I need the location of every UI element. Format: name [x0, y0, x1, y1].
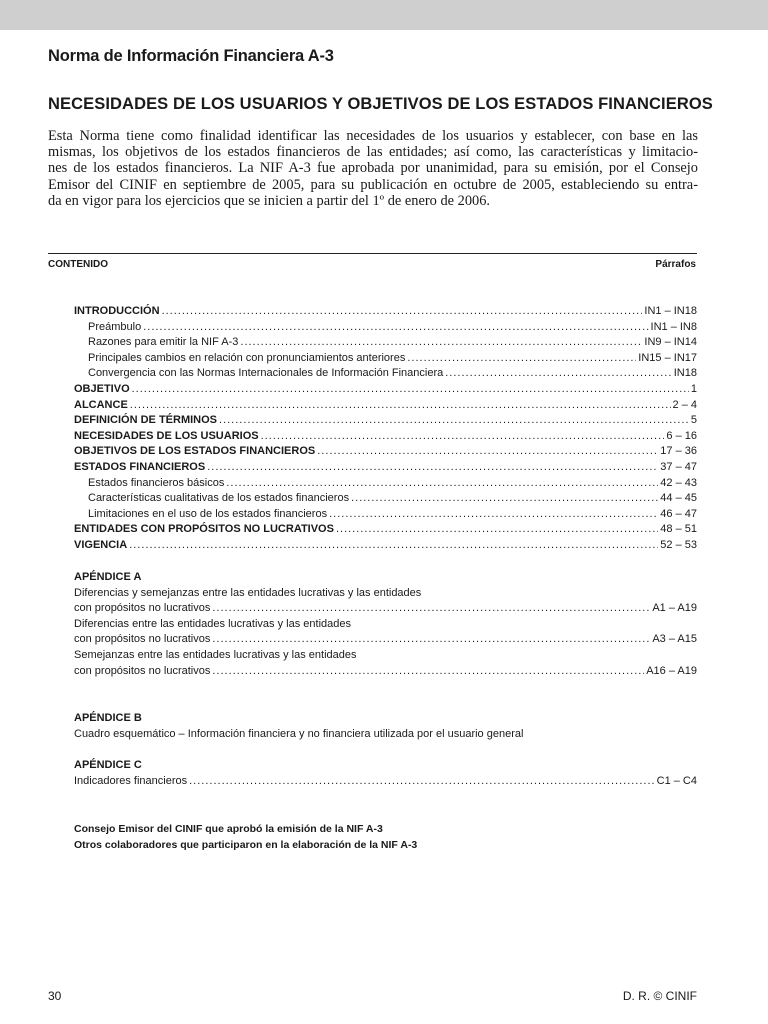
leader-dots — [351, 491, 658, 507]
leader-dots — [445, 366, 672, 382]
entry-label: INTRODUCCIÓN — [74, 305, 160, 317]
entry-reference: 5 — [690, 414, 697, 427]
toc-section-entry[interactable] — [74, 444, 697, 460]
copyright-notice: D. R. © CINIF — [622, 989, 697, 1003]
appendix-a-entry[interactable] — [74, 632, 697, 648]
entry-label: con propósitos no lucrativos — [74, 633, 211, 646]
entry-label: VIGENCIA — [74, 538, 128, 551]
entry-reference: 46 – 47 — [660, 507, 697, 520]
entry-label: Estados financieros básicos — [88, 476, 225, 489]
toc-section-entry[interactable] — [74, 538, 697, 554]
entry-label: con propósitos no lucrativos — [74, 664, 211, 677]
contents-divider — [48, 253, 697, 254]
toc-subsection-entry[interactable] — [74, 366, 697, 382]
appendix-b-title: APÉNDICE B — [74, 712, 142, 724]
intro-line: Esta Norma tiene como finalidad identificar las necesidades de los usuarios y establecer, con base en las — [48, 128, 698, 144]
toc-subsection-entry[interactable] — [74, 507, 697, 523]
toc-section-entry[interactable] — [74, 398, 697, 414]
leader-dots — [129, 538, 658, 554]
entry-label: OBJETIVOS DE LOS ESTADOS FINANCIEROS — [74, 445, 316, 458]
entry-reference: A16 – A19 — [646, 664, 697, 677]
appendix-c-title: APÉNDICE C — [74, 759, 142, 771]
table-of-contents — [74, 304, 697, 554]
closing-note-council[interactable]: Consejo Emisor del CINIF que aprobó la emisión de la NIF A-3 — [74, 823, 383, 835]
intro-line: nes de los estados financieros. La NIF A-3 fue aprobada por unanimidad, para su emisión, por el Consejo — [48, 160, 698, 177]
entry-reference: IN15 – IN17 — [638, 351, 697, 364]
entry-label: OBJETIVO — [74, 382, 130, 395]
entry-reference: 44 – 45 — [660, 492, 697, 505]
appendix-a-item-line: Semejanzas entre las entidades lucrativas y las entidades — [74, 648, 357, 661]
leader-dots — [219, 413, 689, 429]
entry-label: Características cualitativas de los estados financieros — [88, 492, 350, 505]
toc-subsection-entry[interactable] — [74, 491, 697, 507]
toc-section-entry[interactable] — [74, 304, 697, 320]
entry-label: Preámbulo — [88, 320, 142, 333]
intro-paragraph — [48, 128, 698, 209]
leader-dots — [207, 460, 658, 476]
leader-dots — [329, 507, 658, 523]
entry-reference: 42 – 43 — [660, 476, 697, 489]
leader-dots — [212, 601, 650, 617]
appendix-c — [74, 758, 697, 789]
paragraphs-heading: Párrafos — [655, 259, 696, 270]
toc-section-entry[interactable] — [74, 413, 697, 429]
leader-dots — [407, 351, 636, 367]
entry-reference: 17 – 36 — [660, 445, 697, 458]
entry-reference: IN9 – IN14 — [644, 336, 697, 349]
appendix-a — [74, 570, 697, 679]
entry-reference: 2 – 4 — [672, 398, 697, 411]
leader-dots — [240, 335, 642, 351]
entry-reference: A3 – A15 — [652, 633, 697, 646]
leader-dots — [317, 444, 658, 460]
leader-dots — [336, 522, 658, 538]
appendix-a-title: APÉNDICE A — [74, 571, 142, 583]
entry-label: Limitaciones en el uso de los estados financieros — [88, 507, 328, 520]
leader-dots — [212, 664, 644, 680]
closing-note-collaborators[interactable]: Otros colaboradores que participaron en la elaboración de la NIF A-3 — [74, 839, 418, 851]
toc-section-entry[interactable] — [74, 429, 697, 445]
entry-reference: IN1 – IN8 — [650, 320, 697, 333]
intro-line: mismas, los objetivos de los estados financieros de las entidades; así como, las características y limitacio- — [48, 144, 698, 161]
leader-dots — [212, 632, 650, 648]
appendix-c-entry[interactable] — [74, 774, 697, 790]
entry-reference: 48 – 51 — [660, 523, 697, 536]
leader-dots — [162, 304, 643, 320]
intro-line: da en vigor para los ejercicios que se inicien a partir del 1º de enero de 2006. — [48, 192, 491, 209]
appendix-a-entry[interactable] — [74, 664, 697, 680]
entry-reference: 1 — [690, 382, 697, 395]
toc-subsection-entry[interactable] — [74, 476, 697, 492]
entry-label: Razones para emitir la NIF A-3 — [88, 336, 239, 349]
entry-reference: 6 – 16 — [666, 429, 697, 442]
appendix-b — [74, 711, 697, 742]
appendix-b-description[interactable]: Cuadro esquemático – Información financiera y no financiera utilizada por el usuario general — [74, 727, 524, 740]
leader-dots — [143, 320, 648, 336]
appendix-a-item-line: Diferencias y semejanzas entre las entidades lucrativas y las entidades — [74, 586, 422, 599]
entry-label: ALCANCE — [74, 398, 128, 411]
entry-label: ESTADOS FINANCIEROS — [74, 460, 206, 473]
entry-reference: 37 – 47 — [660, 460, 697, 473]
toc-section-entry[interactable] — [74, 382, 697, 398]
document-title: Norma de Información Financiera A-3 — [48, 47, 334, 65]
entry-reference: C1 – C4 — [656, 774, 697, 787]
entry-label: DEFINICIÓN DE TÉRMINOS — [74, 414, 218, 427]
entry-reference: IN18 — [673, 367, 697, 380]
entry-label: Principales cambios en relación con pronunciamientos anteriores — [88, 351, 406, 364]
appendix-a-entry[interactable] — [74, 601, 697, 617]
toc-subsection-entry[interactable] — [74, 320, 697, 336]
toc-section-entry[interactable] — [74, 460, 697, 476]
leader-dots — [132, 382, 689, 398]
section-title: NECESIDADES DE LOS USUARIOS Y OBJETIVOS DE LOS ESTADOS FINANCIEROS — [48, 95, 713, 113]
entry-label: Convergencia con las Normas Internacionales de Información Financiera — [88, 367, 444, 380]
top-header-band — [0, 0, 768, 30]
toc-subsection-entry[interactable] — [74, 335, 697, 351]
leader-dots — [130, 398, 671, 414]
entry-label: Indicadores financieros — [74, 774, 188, 787]
toc-subsection-entry[interactable] — [74, 351, 697, 367]
leader-dots — [189, 774, 655, 790]
leader-dots — [261, 429, 665, 445]
closing-notes — [74, 821, 417, 853]
appendix-a-item-line: Diferencias entre las entidades lucrativas y las entidades — [74, 617, 351, 630]
entry-reference: 52 – 53 — [660, 538, 697, 551]
leader-dots — [226, 476, 658, 492]
entry-label: NECESIDADES DE LOS USUARIOS — [74, 429, 259, 442]
entry-reference: A1 – A19 — [652, 602, 697, 615]
entry-label: ENTIDADES CON PROPÓSITOS NO LUCRATIVOS — [74, 523, 334, 536]
entry-reference: IN1 – IN18 — [644, 305, 697, 317]
intro-line: Emisor del CINIF en septiembre de 2005, para su publicación en octubre de 2005, estableciendo su entra- — [48, 176, 698, 193]
page-number: 30 — [48, 989, 62, 1003]
entry-label: con propósitos no lucrativos — [74, 602, 211, 615]
toc-section-entry[interactable] — [74, 522, 697, 538]
contents-heading: CONTENIDO — [48, 259, 108, 270]
